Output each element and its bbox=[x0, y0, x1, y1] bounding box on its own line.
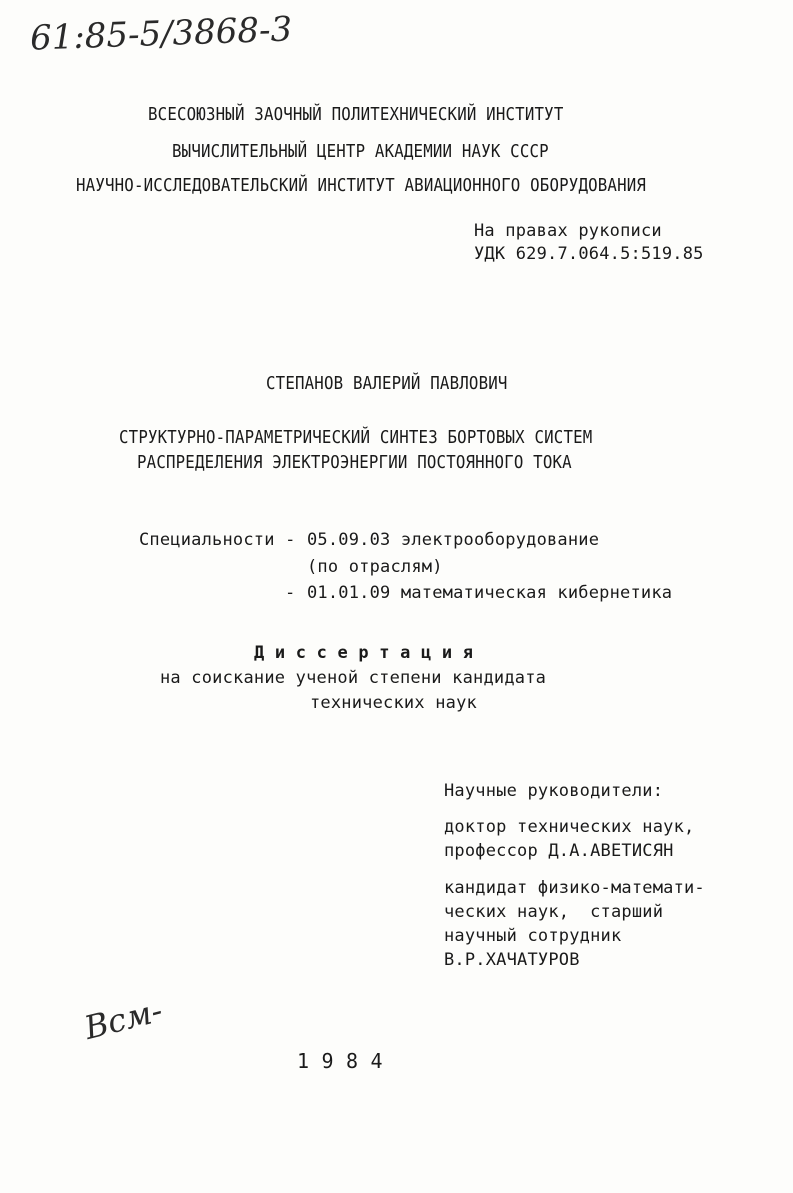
specialty-2: 01.01.09 математическая кибернетика bbox=[307, 583, 673, 603]
manuscript-rights: На правах рукописи bbox=[474, 221, 662, 241]
specialties-label: Специальности - bbox=[139, 530, 296, 550]
udc-code: УДК 629.7.064.5:519.85 bbox=[474, 244, 704, 264]
specialty-1-continuation: (по отраслям) bbox=[307, 557, 443, 577]
handwritten-note: Всм- bbox=[80, 991, 167, 1047]
advisor-1-degree: доктор технических наук, bbox=[444, 817, 695, 837]
specialty-2-dash: - bbox=[285, 583, 296, 603]
dissertation-title-line-1: СТРУКТУРНО-ПАРАМЕТРИЧЕСКИЙ СИНТЕЗ БОРТОВЫХ СИСТЕМ bbox=[119, 428, 593, 448]
degree-line-1: на соискание ученой степени кандидата bbox=[160, 668, 547, 688]
dissertation-title-line-2: РАСПРЕДЕЛЕНИЯ ЭЛЕКТРОЭНЕРГИИ ПОСТОЯННОГО ТОКА bbox=[137, 453, 572, 473]
advisor-2-position: научный сотрудник bbox=[444, 926, 622, 946]
institution-line-2: ВЫЧИСЛИТЕЛЬНЫЙ ЦЕНТР АКАДЕМИИ НАУК СССР bbox=[172, 142, 549, 162]
handwritten-archive-code: 61:85-5/3868-3 bbox=[29, 9, 293, 59]
advisors-heading: Научные руководители: bbox=[444, 781, 664, 801]
author-name: СТЕПАНОВ ВАЛЕРИЙ ПАВЛОВИЧ bbox=[266, 374, 508, 394]
institution-line-3: НАУЧНО-ИССЛЕДОВАТЕЛЬСКИЙ ИНСТИТУТ АВИАЦИОННОГО ОБОРУДОВАНИЯ bbox=[76, 176, 647, 196]
dissertation-heading: Д и с с е р т а ц и я bbox=[254, 643, 474, 663]
advisor-1-name: профессор Д.А.АВЕТИСЯН bbox=[444, 841, 674, 861]
advisor-2-degree-line-1: кандидат физико-математи- bbox=[444, 878, 705, 898]
degree-line-2: технических наук bbox=[310, 693, 477, 713]
specialty-1: 05.09.03 электрооборудование bbox=[307, 530, 600, 550]
advisor-2-name: В.Р.ХАЧАТУРОВ bbox=[444, 950, 580, 970]
advisor-2-degree-line-2: ческих наук, старший bbox=[444, 902, 664, 922]
institution-line-1: ВСЕСОЮЗНЫЙ ЗАОЧНЫЙ ПОЛИТЕХНИЧЕСКИЙ ИНСТИТУТ bbox=[148, 105, 564, 125]
year: 1 9 8 4 bbox=[297, 1049, 383, 1073]
